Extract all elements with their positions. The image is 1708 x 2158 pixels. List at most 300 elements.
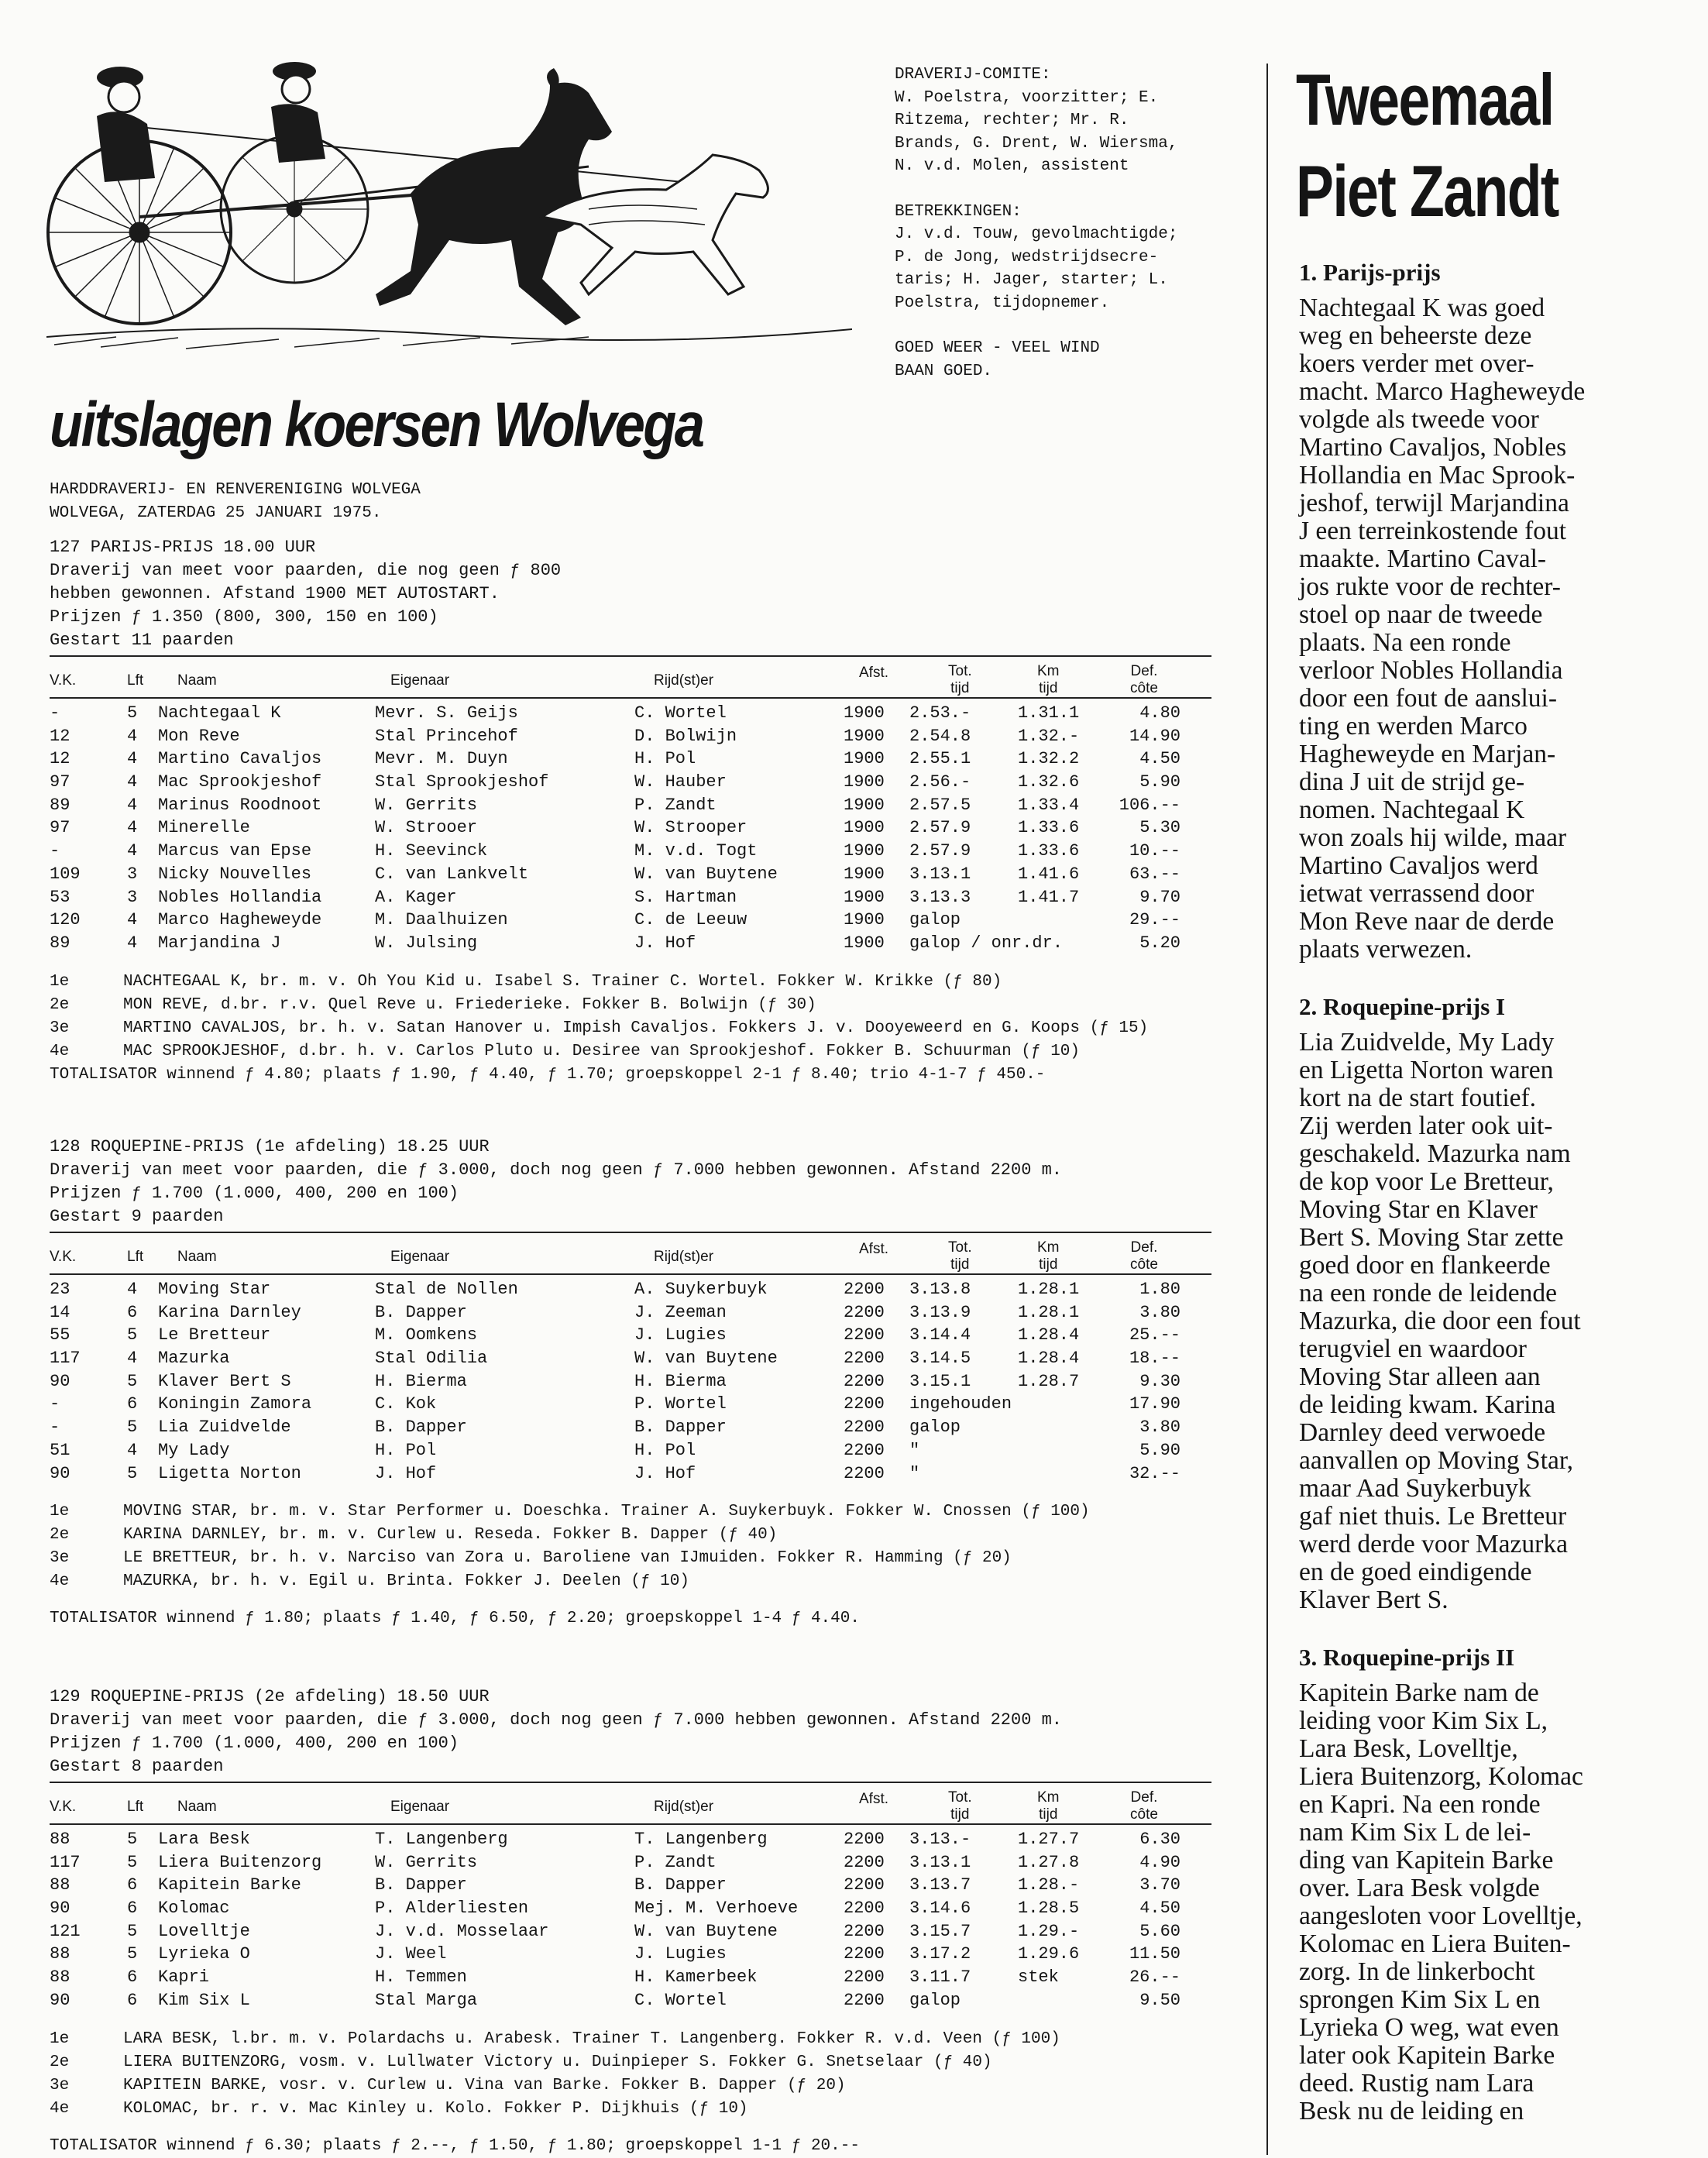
naam-cell: Lia Zuidvelde	[158, 1417, 291, 1438]
km-tijd-cell: 1.29.6	[1018, 1944, 1080, 1964]
table-row	[50, 1347, 1211, 1370]
column-header-lft: Lft	[127, 672, 144, 689]
vk-cell: 89	[50, 933, 70, 953]
def-cote-cell: 5.20	[1139, 933, 1180, 953]
lft-cell: 3	[127, 887, 138, 907]
tot-tijd-cell: 3.14.6	[909, 1899, 971, 1919]
rijder-cell: P. Zandt	[634, 1852, 717, 1872]
tot-tijd-cell: 3.13.8	[909, 1280, 971, 1299]
result-rows	[50, 1828, 1211, 2012]
table-column-header	[50, 1783, 1211, 1823]
vk-cell: 88	[50, 1944, 70, 1964]
tot-tijd-cell: galop / onr.dr.	[909, 933, 1064, 953]
placings	[50, 971, 1211, 1064]
def-cote-cell: 4.80	[1139, 703, 1180, 723]
tot-tijd-cell: 2.55.1	[909, 749, 971, 769]
column-header-tot: Tot. tijd	[948, 1789, 972, 1823]
afst-cell: 1900	[844, 887, 885, 907]
column-header-eigenaar: Eigenaar	[390, 1249, 450, 1265]
lft-cell: 4	[127, 772, 138, 792]
table-row	[50, 747, 1211, 771]
eigenaar-cell: J. Hof	[375, 1463, 437, 1483]
tot-tijd-cell: 3.13.1	[909, 864, 971, 884]
afst-cell: 2200	[844, 1463, 885, 1483]
placing-description: MAZURKA, br. h. v. Egil u. Brinta. Fokker J. Deelen (ƒ 10)	[123, 1572, 689, 1591]
def-cote-cell: 25.--	[1129, 1325, 1180, 1345]
naam-cell: Karina Darnley	[158, 1302, 301, 1322]
placings	[50, 2028, 1211, 2121]
eigenaar-cell: W. Julsing	[375, 933, 478, 953]
eigenaar-cell: Stal Marga	[375, 1990, 478, 2010]
table-column-header	[50, 1233, 1211, 1273]
lft-cell: 6	[127, 1875, 138, 1895]
committee-paragraph: BETREKKINGEN: J. v.d. Touw, gevolmachtigde; P. de Jong, wedstrijdsecre- taris; H. Jager, starter; L. Poelstra, tijdopnemer.	[895, 202, 1178, 312]
table-row	[50, 1966, 1211, 1989]
lft-cell: 5	[127, 1417, 138, 1438]
table-column-header	[50, 657, 1211, 697]
placing-entry	[50, 994, 1211, 1017]
placing-position: 3e	[50, 2076, 70, 2094]
eigenaar-cell: Stal Princehof	[375, 726, 518, 746]
tot-tijd-cell: 2.57.9	[909, 841, 971, 861]
vk-cell: 23	[50, 1280, 70, 1299]
naam-cell: Mazurka	[158, 1349, 230, 1369]
naam-cell: Ligetta Norton	[158, 1463, 301, 1483]
vk-cell: 12	[50, 726, 70, 746]
naam-cell: Kolomac	[158, 1899, 230, 1919]
afst-cell: 2200	[844, 1944, 885, 1964]
def-cote-cell: 6.30	[1139, 1830, 1180, 1849]
naam-cell: Marjandina J	[158, 933, 281, 953]
afst-cell: 1900	[844, 818, 885, 838]
tot-tijd-cell: galop	[909, 910, 961, 930]
def-cote-cell: 1.80	[1139, 1280, 1180, 1299]
vk-cell: -	[50, 1417, 60, 1438]
race-results	[50, 1136, 1211, 1631]
naam-cell: Marinus Roodnoot	[158, 795, 322, 815]
rijder-cell: P. Zandt	[634, 795, 717, 815]
rijder-cell: J. Lugies	[634, 1944, 727, 1964]
lft-cell: 5	[127, 1463, 138, 1483]
table-row	[50, 702, 1211, 725]
eigenaar-cell: M. Daalhuizen	[375, 910, 508, 930]
placing-entry	[50, 2098, 1211, 2121]
naam-cell: Nobles Hollandia	[158, 887, 322, 907]
eigenaar-cell: C. van Lankvelt	[375, 864, 529, 884]
placing-position: 1e	[50, 1503, 70, 1521]
afst-cell: 2200	[844, 1417, 885, 1438]
naam-cell: My Lady	[158, 1440, 230, 1460]
km-tijd-cell: stek	[1018, 1967, 1059, 1988]
lft-cell: 6	[127, 1899, 138, 1919]
rijder-cell: W. Strooper	[634, 818, 747, 838]
def-cote-cell: 9.30	[1139, 1371, 1180, 1391]
vk-cell: 88	[50, 1967, 70, 1988]
vk-cell: 89	[50, 795, 70, 815]
placing-description: KARINA DARNLEY, br. m. v. Curlew u. Reseda. Fokker B. Dapper (ƒ 40)	[123, 1526, 778, 1545]
organisation-info: HARDDRAVERIJ- EN RENVERENIGING WOLVEGA WOLVEGA, ZATERDAG 25 JANUARI 1975.	[50, 481, 421, 522]
naam-cell: Koningin Zamora	[158, 1394, 312, 1414]
km-tijd-cell: 1.32.2	[1018, 749, 1080, 769]
vk-cell: -	[50, 841, 60, 861]
eigenaar-cell: H. Pol	[375, 1440, 437, 1460]
table-row	[50, 1278, 1211, 1301]
naam-cell: Klaver Bert S	[158, 1371, 291, 1391]
tot-tijd-cell: 3.15.1	[909, 1371, 971, 1391]
afst-cell: 2200	[844, 1967, 885, 1988]
rijder-cell: M. v.d. Togt	[634, 841, 758, 861]
naam-cell: Lyrieka O	[158, 1944, 250, 1964]
tot-tijd-cell: 2.57.9	[909, 818, 971, 838]
table-row	[50, 1851, 1211, 1875]
placing-description: LE BRETTEUR, br. h. v. Narciso van Zora u. Baroliene van IJmuiden. Fokker R. Hamming (ƒ 20)	[123, 1549, 1012, 1568]
eigenaar-cell: M. Oomkens	[375, 1325, 478, 1345]
article-section-heading: 1. Parijs-prijs	[1299, 259, 1441, 286]
lft-cell: 5	[127, 1325, 138, 1345]
totalisator: TOTALISATOR winnend ƒ 1.80; plaats ƒ 1.40, ƒ 6.50, ƒ 2.20; groepskoppel 1-4 ƒ 4.40.	[50, 1610, 860, 1628]
table-row	[50, 840, 1211, 863]
km-tijd-cell: 1.33.4	[1018, 795, 1080, 815]
eigenaar-cell: B. Dapper	[375, 1302, 467, 1322]
def-cote-cell: 11.50	[1129, 1944, 1180, 1964]
vk-cell: 120	[50, 910, 81, 930]
race-report	[1299, 257, 1702, 2153]
placing-entry	[50, 1547, 1211, 1570]
def-cote-cell: 9.70	[1139, 887, 1180, 907]
table-row	[50, 794, 1211, 817]
naam-cell: Lovelltje	[158, 1921, 250, 1941]
rijder-cell: C. Wortel	[634, 703, 727, 723]
placing-entry	[50, 1500, 1211, 1524]
trotting-horse-illustration	[46, 31, 852, 356]
table-row	[50, 886, 1211, 909]
table-row	[50, 1874, 1211, 1897]
def-cote-cell: 17.90	[1129, 1394, 1180, 1414]
rijder-cell: H. Kamerbeek	[634, 1967, 758, 1988]
afst-cell: 2200	[844, 1899, 885, 1919]
placings	[50, 1500, 1211, 1593]
naam-cell: Lara Besk	[158, 1830, 250, 1849]
afst-cell: 2200	[844, 1852, 885, 1872]
lft-cell: 4	[127, 749, 138, 769]
placing-entry	[50, 2051, 1211, 2074]
afst-cell: 2200	[844, 1371, 885, 1391]
table-row	[50, 816, 1211, 840]
afst-cell: 1900	[844, 749, 885, 769]
eigenaar-cell: Stal Odilia	[375, 1349, 488, 1369]
column-header-afst: Afst.	[859, 1791, 889, 1807]
rijder-cell: C. de Leeuw	[634, 910, 747, 930]
afst-cell: 1900	[844, 726, 885, 746]
def-cote-cell: 3.80	[1139, 1302, 1180, 1322]
column-divider	[1266, 64, 1268, 2155]
vk-cell: 121	[50, 1921, 81, 1941]
def-cote-cell: 4.50	[1139, 749, 1180, 769]
placing-entry	[50, 2074, 1211, 2098]
naam-cell: Marcus van Epse	[158, 841, 312, 861]
race-header: 127 PARIJS-PRIJS 18.00 UUR Draverij van meet voor paarden, die nog geen ƒ 800 hebben gewonnen. Afstand 1900 MET AUTOSTART. Prijzen ƒ 1.350 (800, 300, 150 en 100) Gestart 11 paarden	[50, 538, 562, 650]
vk-cell: 90	[50, 1371, 70, 1391]
lft-cell: 4	[127, 726, 138, 746]
race-results	[50, 1686, 1211, 2158]
eigenaar-cell: P. Alderliesten	[375, 1899, 529, 1919]
rijder-cell: D. Bolwijn	[634, 726, 737, 746]
km-tijd-cell: 1.28.4	[1018, 1325, 1080, 1345]
placing-description: LIERA BUITENZORG, vosm. v. Lullwater Victory u. Duinpieper S. Fokker G. Snetselaar (ƒ 40)	[123, 2053, 992, 2071]
rijder-cell: Mej. M. Verhoeve	[634, 1899, 799, 1919]
lft-cell: 4	[127, 1280, 138, 1299]
km-tijd-cell: 1.29.-	[1018, 1921, 1080, 1941]
placing-description: NACHTEGAAL K, br. m. v. Oh You Kid u. Isabel S. Trainer C. Wortel. Fokker W. Krikke (ƒ 80)	[123, 972, 1002, 991]
vk-cell: 90	[50, 1463, 70, 1483]
lft-cell: 5	[127, 703, 138, 723]
rijder-cell: B. Dapper	[634, 1417, 727, 1438]
placing-description: MAC SPROOKJESHOF, d.br. h. v. Carlos Pluto u. Desiree van Sprookjeshof. Fokker B. Schuurman (ƒ 10)	[123, 1042, 1081, 1060]
table-row	[50, 1943, 1211, 1966]
def-cote-cell: 5.90	[1139, 1440, 1180, 1460]
column-header-eigenaar: Eigenaar	[390, 672, 450, 689]
km-tijd-cell: 1.32.-	[1018, 726, 1080, 746]
def-cote-cell: 4.50	[1139, 1899, 1180, 1919]
km-tijd-cell: 1.31.1	[1018, 703, 1080, 723]
column-header-naam: Naam	[177, 672, 217, 689]
lft-cell: 6	[127, 1394, 138, 1414]
afst-cell: 2200	[844, 1280, 885, 1299]
eigenaar-cell: H. Seevinck	[375, 841, 488, 861]
lft-cell: 4	[127, 910, 138, 930]
vk-cell: -	[50, 703, 60, 723]
def-cote-cell: 106.--	[1119, 795, 1180, 815]
article-section-text: Nachtegaal K was goed weg en beheerste deze koers verder met over- macht. Marco Hagheweyde volgde als tweede voor Martino Cavaljos, Nobles Hollandia en Mac Sprook- jeshof, terwijl Marjandina J een terreinkostende fout maakte. Martino Caval- jos rukte voor de rechter- stoel op naar de tweede plaats. Na een ronde verloor Nobles Hollandia door een fout de aanslui- ting en werden Marco Hagheweyde en Marjan- dina J uit de strijd ge- nomen. Nachtegaal K won zoals hij wilde, maar Martino Cavaljos werd ietwat verrassend door Mon Reve naar de derde plaats verwezen.	[1299, 294, 1586, 964]
vk-cell: 90	[50, 1990, 70, 2010]
column-header-km: Km tijd	[1037, 663, 1060, 696]
eigenaar-cell: B. Dapper	[375, 1417, 467, 1438]
column-header-vk: V.K.	[50, 1799, 77, 1815]
afst-cell: 2200	[844, 1875, 885, 1895]
column-header-naam: Naam	[177, 1249, 217, 1265]
eigenaar-cell: A. Kager	[375, 887, 457, 907]
km-tijd-cell: 1.27.7	[1018, 1830, 1080, 1849]
tot-tijd-cell: "	[909, 1440, 920, 1460]
naam-cell: Nachtegaal K	[158, 703, 281, 723]
column-header-afst: Afst.	[859, 1241, 889, 1257]
table-row	[50, 1897, 1211, 1920]
naam-cell: Minerelle	[158, 818, 250, 838]
vk-cell: 117	[50, 1852, 81, 1872]
afst-cell: 2200	[844, 1349, 885, 1369]
vk-cell: 88	[50, 1875, 70, 1895]
placing-description: LARA BESK, l.br. m. v. Polardachs u. Arabesk. Trainer T. Langenberg. Fokker R. v.d. Veen (ƒ 100)	[123, 2029, 1060, 2048]
eigenaar-cell: W. Gerrits	[375, 795, 478, 815]
placing-description: MON REVE, d.br. r.v. Quel Reve u. Friederieke. Fokker B. Bolwijn (ƒ 30)	[123, 995, 816, 1014]
placing-entry	[50, 1570, 1211, 1593]
km-tijd-cell: 1.41.6	[1018, 864, 1080, 884]
eigenaar-cell: C. Kok	[375, 1394, 437, 1414]
column-header-vk: V.K.	[50, 1249, 77, 1265]
article-section-heading: 2. Roquepine-prijs I	[1299, 993, 1506, 1020]
afst-cell: 1900	[844, 910, 885, 930]
tot-tijd-cell: 3.13.9	[909, 1302, 971, 1322]
rijder-cell: W. van Buytene	[634, 1921, 778, 1941]
vk-cell: 90	[50, 1899, 70, 1919]
rijder-cell: P. Wortel	[634, 1394, 727, 1414]
km-tijd-cell: 1.33.6	[1018, 841, 1080, 861]
afst-cell: 1900	[844, 841, 885, 861]
lft-cell: 4	[127, 933, 138, 953]
table-row	[50, 1462, 1211, 1486]
km-tijd-cell: 1.28.-	[1018, 1875, 1080, 1895]
vk-cell: 88	[50, 1830, 70, 1849]
vk-cell: 97	[50, 772, 70, 792]
tot-tijd-cell: galop	[909, 1990, 961, 2010]
lft-cell: 5	[127, 1852, 138, 1872]
afst-cell: 2200	[844, 1921, 885, 1941]
placing-position: 4e	[50, 1572, 70, 1591]
afst-cell: 2200	[844, 1394, 885, 1414]
column-header-tot: Tot. tijd	[948, 663, 972, 696]
def-cote-cell: 63.--	[1129, 864, 1180, 884]
lft-cell: 4	[127, 818, 138, 838]
lft-cell: 6	[127, 1302, 138, 1322]
km-tijd-cell: 1.28.1	[1018, 1302, 1080, 1322]
afst-cell: 2200	[844, 1440, 885, 1460]
tot-tijd-cell: 3.14.4	[909, 1325, 971, 1345]
eigenaar-cell: Stal Sprookjeshof	[375, 772, 549, 792]
column-header-rijder: Rijd(st)er	[654, 1799, 714, 1815]
naam-cell: Le Bretteur	[158, 1325, 271, 1345]
table-row	[50, 1989, 1211, 2012]
rijder-cell: W. van Buytene	[634, 864, 778, 884]
def-cote-cell: 14.90	[1129, 726, 1180, 746]
def-cote-cell: 9.50	[1139, 1990, 1180, 2010]
placing-description: KOLOMAC, br. r. v. Mac Kinley u. Kolo. Fokker P. Dijkhuis (ƒ 10)	[123, 2099, 748, 2118]
column-header-lft: Lft	[127, 1249, 144, 1265]
afst-cell: 2200	[844, 1830, 885, 1849]
tot-tijd-cell: 3.13.3	[909, 887, 971, 907]
column-header-vk: V.K.	[50, 672, 77, 689]
lft-cell: 5	[127, 1371, 138, 1391]
lft-cell: 4	[127, 1349, 138, 1369]
afst-cell: 1900	[844, 703, 885, 723]
rijder-cell: S. Hartman	[634, 887, 737, 907]
placing-description: MARTINO CAVALJOS, br. h. v. Satan Hanover u. Impish Cavaljos. Fokkers J. v. Dooyeweerd en G. Koops (ƒ 15)	[123, 1019, 1149, 1037]
placing-entry	[50, 1017, 1211, 1040]
def-cote-cell: 3.80	[1139, 1417, 1180, 1438]
naam-cell: Mac Sprookjeshof	[158, 772, 322, 792]
eigenaar-cell: J. Weel	[375, 1944, 447, 1964]
lft-cell: 4	[127, 1440, 138, 1460]
totalisator: TOTALISATOR winnend ƒ 4.80; plaats ƒ 1.90, ƒ 4.40, ƒ 1.70; groepskoppel 2-1 ƒ 8.40; trio 4-1-7 ƒ 450.-	[50, 1065, 1046, 1084]
naam-cell: Moving Star	[158, 1280, 271, 1299]
vk-cell: 14	[50, 1302, 70, 1322]
vk-cell: 97	[50, 818, 70, 838]
committee-info	[895, 64, 1235, 383]
lft-cell: 5	[127, 1830, 138, 1849]
def-cote-cell: 10.--	[1129, 841, 1180, 861]
placing-entry	[50, 1524, 1211, 1547]
placing-description: KAPITEIN BARKE, vosr. v. Curlew u. Vina van Barke. Fokker B. Dapper (ƒ 20)	[123, 2076, 846, 2094]
eigenaar-cell: Mevr. M. Duyn	[375, 749, 508, 769]
tot-tijd-cell: 3.14.5	[909, 1349, 971, 1369]
column-header-afst: Afst.	[859, 665, 889, 681]
table-row	[50, 1828, 1211, 1851]
afst-cell: 1900	[844, 933, 885, 953]
naam-cell: Nicky Nouvelles	[158, 864, 312, 884]
placing-description: MOVING STAR, br. m. v. Star Performer u. Doeschka. Trainer A. Suykerbuyk. Fokker W. Cnossen (ƒ 100)	[123, 1503, 1090, 1521]
placing-position: 1e	[50, 2029, 70, 2048]
table-row	[50, 725, 1211, 748]
committee-paragraph: DRAVERIJ-COMITE: W. Poelstra, voorzitter; E. Ritzema, rechter; Mr. R. Brands, G. Drent, W. Wiersma, N. v.d. Molen, assistent	[895, 66, 1178, 175]
column-header-rijder: Rijd(st)er	[654, 1249, 714, 1265]
lft-cell: 6	[127, 1990, 138, 2010]
race-header: 128 ROQUEPINE-PRIJS (1e afdeling) 18.25 UUR Draverij van meet voor paarden, die ƒ 3.000, doch nog geen ƒ 7.000 hebben gewonnen. Afstand 2200 m. Prijzen ƒ 1.700 (1.000, 400, 200 en 100) Gestart 9 paarden	[50, 1137, 1063, 1226]
table-row	[50, 1439, 1211, 1462]
table-row	[50, 771, 1211, 794]
placing-position: 4e	[50, 1042, 70, 1060]
tot-tijd-cell: 3.15.7	[909, 1921, 971, 1941]
eigenaar-cell: W. Gerrits	[375, 1852, 478, 1872]
result-rows	[50, 1278, 1211, 1485]
vk-cell: 55	[50, 1325, 70, 1345]
placing-entry	[50, 1040, 1211, 1064]
afst-cell: 1900	[844, 772, 885, 792]
table-row	[50, 1416, 1211, 1439]
vk-cell: 12	[50, 749, 70, 769]
lft-cell: 3	[127, 864, 138, 884]
km-tijd-cell: 1.28.1	[1018, 1280, 1080, 1299]
article-title: Tweemaal Piet Zandt	[1296, 59, 1559, 232]
column-header-def: Def. côte	[1130, 1239, 1158, 1273]
rijder-cell: J. Hof	[634, 1463, 696, 1483]
def-cote-cell: 26.--	[1129, 1967, 1180, 1988]
vk-cell: 117	[50, 1349, 81, 1369]
placing-entry	[50, 971, 1211, 994]
tot-tijd-cell: 2.57.5	[909, 795, 971, 815]
km-tijd-cell: 1.33.6	[1018, 818, 1080, 838]
naam-cell: Kim Six L	[158, 1990, 250, 2010]
rijder-cell: J. Hof	[634, 933, 696, 953]
afst-cell: 2200	[844, 1990, 885, 2010]
km-tijd-cell: 1.28.4	[1018, 1349, 1080, 1369]
vk-cell: -	[50, 1394, 60, 1414]
lft-cell: 4	[127, 841, 138, 861]
def-cote-cell: 5.30	[1139, 818, 1180, 838]
naam-cell: Kapitein Barke	[158, 1875, 301, 1895]
def-cote-cell: 32.--	[1129, 1463, 1180, 1483]
column-header-def: Def. côte	[1130, 1789, 1158, 1823]
tot-tijd-cell: 3.13.-	[909, 1830, 971, 1849]
article-section-text: Kapitein Barke nam de leiding voor Kim Six L, Lara Besk, Lovelltje, Liera Buitenzorg, Kolomac en Kapri. Na een ronde nam Kim Six L de lei- ding van Kapitein Barke over. Lara Besk volgde aangesloten voor Lovelltje, Kolomac en Liera Buiten- zorg. In de linkerbocht sprongen Kim Six L en Lyrieka O weg, wat even later ook Kapitein Barke deed. Rustig nam Lara Besk nu de leiding en	[1299, 1679, 1583, 2125]
km-tijd-cell: 1.27.8	[1018, 1852, 1080, 1872]
race-header: 129 ROQUEPINE-PRIJS (2e afdeling) 18.50 UUR Draverij van meet voor paarden, die ƒ 3.000, doch nog geen ƒ 7.000 hebben gewonnen. Afstand 2200 m. Prijzen ƒ 1.700 (1.000, 400, 200 en 100) Gestart 8 paarden	[50, 1687, 1063, 1776]
def-cote-cell: 5.60	[1139, 1921, 1180, 1941]
eigenaar-cell: W. Strooer	[375, 818, 478, 838]
vk-cell: 51	[50, 1440, 70, 1460]
placing-position: 4e	[50, 2099, 70, 2118]
lft-cell: 4	[127, 795, 138, 815]
def-cote-cell: 4.90	[1139, 1852, 1180, 1872]
tot-tijd-cell: 3.17.2	[909, 1944, 971, 1964]
table-row	[50, 863, 1211, 886]
lft-cell: 6	[127, 1967, 138, 1988]
table-row	[50, 909, 1211, 932]
afst-cell: 1900	[844, 795, 885, 815]
rijder-cell: C. Wortel	[634, 1990, 727, 2010]
article-section-text: Lia Zuidvelde, My Lady en Ligetta Norton waren kort na de start foutief. Zij werden later ook uit- geschakeld. Mazurka nam de kop voor Le Bretteur, Moving Star en Klaver Bert S. Moving Star zette goed door en flankeerde na een ronde de leidende Mazurka, die door een fout terugviel en waardoor Moving Star alleen aan de leiding kwam. Karina Darnley deed verwoede aanvallen op Moving Star, maar Aad Suykerbuyk gaf niet thuis. Le Bretteur werd derde voor Mazurka en de goed eindigende Klaver Bert S.	[1299, 1028, 1581, 1614]
naam-cell: Liera Buitenzorg	[158, 1852, 322, 1872]
lft-cell: 5	[127, 1921, 138, 1941]
rijder-cell: B. Dapper	[634, 1875, 727, 1895]
